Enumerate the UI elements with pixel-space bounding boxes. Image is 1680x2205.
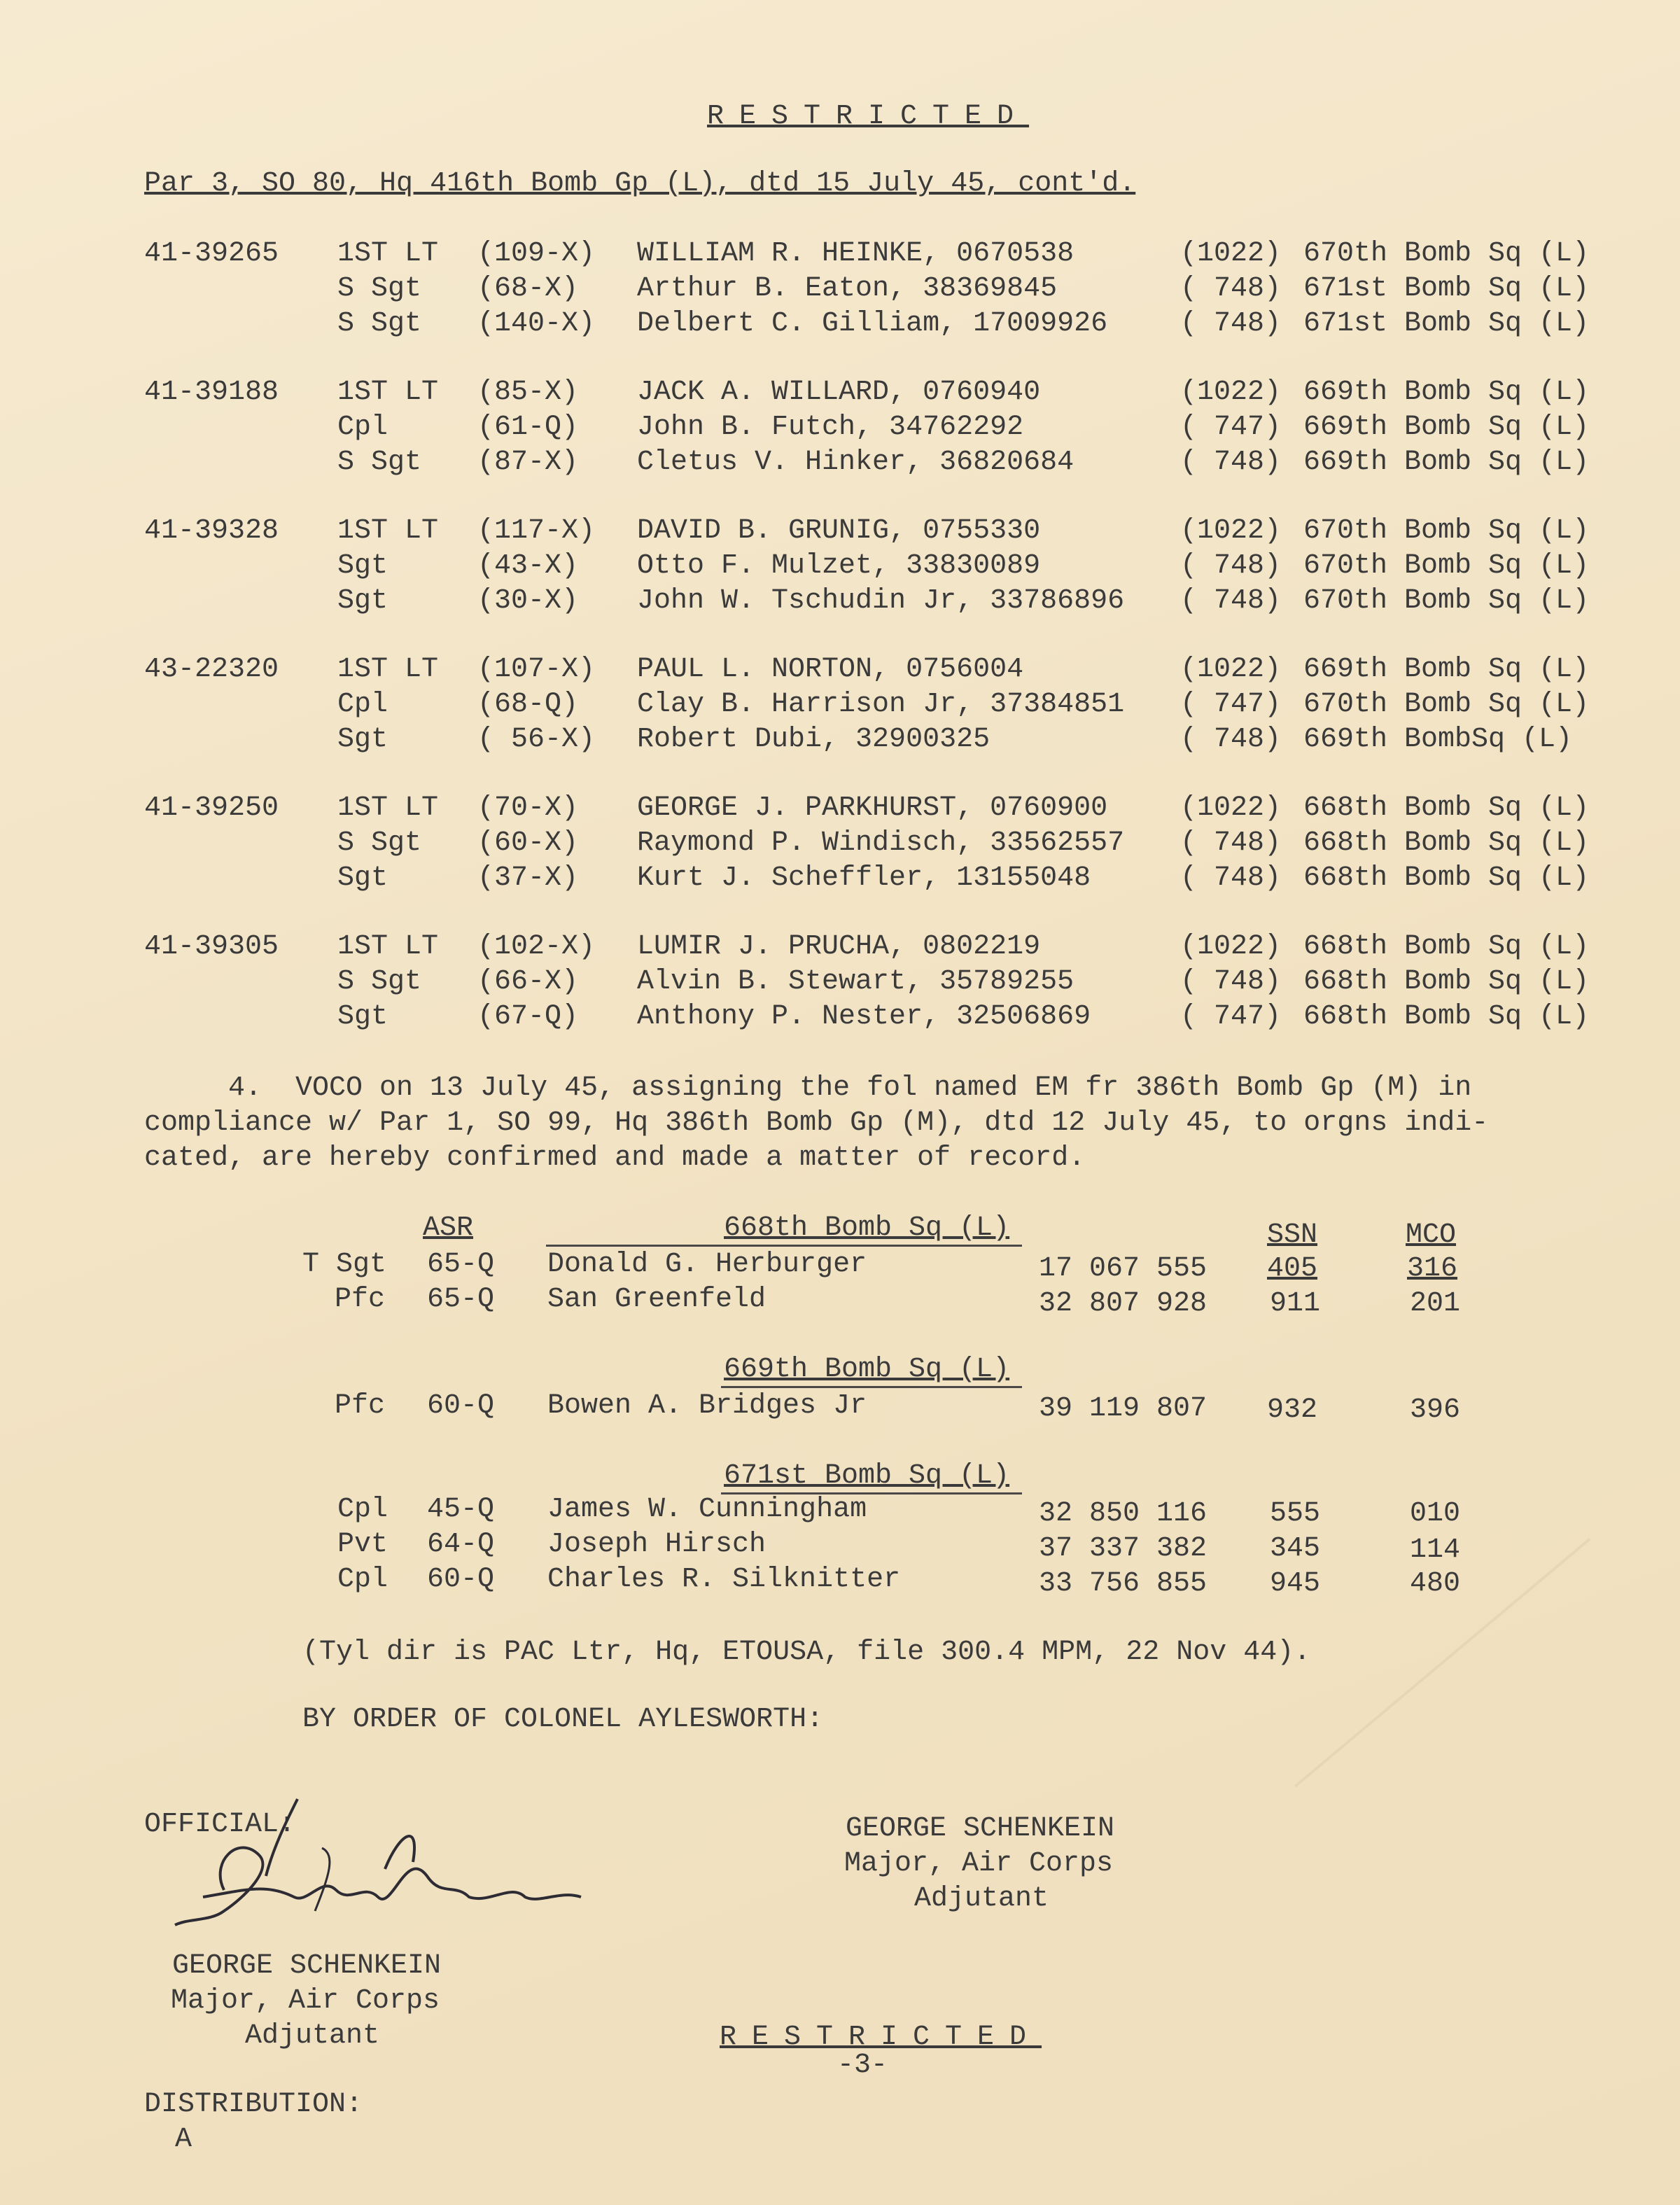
unit: 669th Bomb Sq (L)	[1303, 377, 1590, 408]
enlisted-name: San Greenfeld	[547, 1284, 766, 1315]
member-name: Robert Dubi, 32900325	[637, 724, 990, 755]
mos: ( 748)	[1180, 862, 1282, 894]
code: (68-X)	[477, 273, 579, 304]
reference-line: Par 3, SO 80, Hq 416th Bomb Gp (L), dtd 15 July 45, cont'd.	[144, 168, 1136, 200]
mos: ( 748)	[1180, 827, 1282, 859]
member-name: Arthur B. Eaton, 38369845	[637, 273, 1058, 304]
code: (107-X)	[477, 654, 596, 685]
signer-name: GEORGE SCHENKEIN	[846, 1813, 1115, 1844]
squadron-heading: 671st Bomb Sq (L)	[724, 1460, 1010, 1492]
official-name: GEORGE SCHENKEIN	[172, 1950, 442, 1982]
signer-rank: Major, Air Corps	[844, 1848, 1114, 1879]
squadron-rule	[721, 1386, 1022, 1388]
grade: S Sgt	[337, 827, 422, 859]
mos: ( 747)	[1180, 412, 1282, 443]
squadron-heading: 668th Bomb Sq (L)	[724, 1212, 1010, 1244]
enlisted-name: Joseph Hirsch	[547, 1529, 766, 1560]
code: (66-X)	[477, 966, 579, 997]
code: (30-X)	[477, 585, 579, 617]
unit: 670th Bomb Sq (L)	[1303, 515, 1590, 547]
asr: 60-Q	[427, 1564, 495, 1595]
grade: 1ST LT	[337, 515, 439, 547]
member-name: PAUL L. NORTON, 0756004	[637, 654, 1024, 685]
serial-number: 33 756 855	[1039, 1568, 1208, 1600]
official-title: Adjutant	[245, 2020, 380, 2052]
member-name: Alvin B. Stewart, 35789255	[637, 966, 1074, 997]
ssn: 945	[1270, 1568, 1321, 1600]
code: (109-X)	[477, 238, 596, 270]
mos: ( 748)	[1180, 724, 1282, 755]
aircraft-number: 41-39328	[144, 515, 279, 547]
unit: 669th Bomb Sq (L)	[1303, 447, 1590, 478]
member-name: Otto F. Mulzet, 33830089	[637, 550, 1041, 582]
grade: 1ST LT	[337, 931, 439, 962]
enlisted-name: Charles R. Silknitter	[547, 1564, 901, 1595]
grade: 1ST LT	[337, 377, 439, 408]
column-header-mco: MCO	[1406, 1219, 1457, 1251]
grade: S Sgt	[337, 966, 422, 997]
mos: ( 748)	[1180, 447, 1282, 478]
member-name: DAVID B. GRUNIG, 0755330	[637, 515, 1041, 547]
grade: 1ST LT	[337, 654, 439, 685]
grade: Cpl	[337, 412, 388, 443]
enlisted-name: Donald G. Herburger	[547, 1249, 867, 1280]
code: (61-Q)	[477, 412, 579, 443]
grade: 1ST LT	[337, 792, 439, 824]
grade: Cpl	[337, 1494, 388, 1525]
grade: S Sgt	[337, 308, 422, 340]
member-name: Delbert C. Gilliam, 17009926	[637, 308, 1108, 340]
serial-number: 37 337 382	[1039, 1533, 1208, 1564]
member-name: Kurt J. Scheffler, 13155048	[637, 862, 1091, 894]
unit: 669th Bomb Sq (L)	[1303, 412, 1590, 443]
mos: (1022)	[1180, 515, 1282, 547]
grade: Cpl	[337, 689, 388, 720]
squadron-rule	[546, 1245, 1022, 1247]
unit: 671st Bomb Sq (L)	[1303, 273, 1590, 304]
grade: Sgt	[337, 862, 388, 894]
handwritten-signature	[161, 1792, 595, 1932]
unit: 671st Bomb Sq (L)	[1303, 308, 1590, 340]
member-name: LUMIR J. PRUCHA, 0802219	[637, 931, 1041, 962]
ssn: 345	[1270, 1533, 1321, 1564]
mos: ( 748)	[1180, 550, 1282, 582]
code: (85-X)	[477, 377, 579, 408]
member-name: GEORGE J. PARKHURST, 0760900	[637, 792, 1108, 824]
unit: 669th BombSq (L)	[1303, 724, 1573, 755]
aircraft-number: 41-39188	[144, 377, 279, 408]
paragraph-line: 4. VOCO on 13 July 45, assigning the fol named EM fr 386th Bomb Gp (M) in	[228, 1072, 1472, 1104]
enlisted-name: James W. Cunningham	[547, 1494, 867, 1525]
page-number: -3-	[837, 2050, 888, 2081]
grade: Pvt	[337, 1529, 388, 1560]
mos: ( 748)	[1180, 966, 1282, 997]
mos: ( 748)	[1180, 273, 1282, 304]
grade: 1ST LT	[337, 238, 439, 270]
ssn: 911	[1270, 1288, 1321, 1320]
ssn: 405	[1267, 1253, 1318, 1284]
grade: Pfc	[335, 1284, 386, 1315]
serial-number: 17 067 555	[1039, 1253, 1208, 1284]
serial-number: 32 850 116	[1039, 1498, 1208, 1530]
member-name: Anthony P. Nester, 32506869	[637, 1001, 1091, 1032]
code: (102-X)	[477, 931, 596, 962]
classification-top: RESTRICTED	[707, 101, 1030, 132]
mos: (1022)	[1180, 931, 1282, 962]
mos: ( 748)	[1180, 585, 1282, 617]
official-rank: Major, Air Corps	[171, 1985, 440, 2017]
grade: Sgt	[337, 724, 388, 755]
by-order-line: BY ORDER OF COLONEL AYLESWORTH:	[302, 1704, 824, 1735]
member-name: Cletus V. Hinker, 36820684	[637, 447, 1074, 478]
column-header-asr: ASR	[423, 1212, 474, 1244]
grade: T Sgt	[302, 1249, 387, 1280]
unit: 670th Bomb Sq (L)	[1303, 550, 1590, 582]
asr: 60-Q	[427, 1390, 495, 1422]
unit: 668th Bomb Sq (L)	[1303, 966, 1590, 997]
aircraft-number: 41-39265	[144, 238, 279, 270]
grade: Sgt	[337, 550, 388, 582]
member-name: John W. Tschudin Jr, 33786896	[637, 585, 1125, 617]
grade: Sgt	[337, 585, 388, 617]
distribution-value: A	[175, 2124, 192, 2155]
serial-number: 32 807 928	[1039, 1288, 1208, 1320]
grade: Sgt	[337, 1001, 388, 1032]
grade: S Sgt	[337, 273, 422, 304]
mos: (1022)	[1180, 792, 1282, 824]
official-label: OFFICIAL:	[144, 1809, 296, 1840]
code: (140-X)	[477, 308, 596, 340]
unit: 668th Bomb Sq (L)	[1303, 1001, 1590, 1032]
member-name: WILLIAM R. HEINKE, 0670538	[637, 238, 1074, 270]
member-name: John B. Futch, 34762292	[637, 412, 1024, 443]
code: (37-X)	[477, 862, 579, 894]
unit: 668th Bomb Sq (L)	[1303, 862, 1590, 894]
signer-title: Adjutant	[914, 1883, 1049, 1914]
aircraft-number: 41-39250	[144, 792, 279, 824]
member-name: Clay B. Harrison Jr, 37384851	[637, 689, 1125, 720]
code: ( 56-X)	[477, 724, 596, 755]
member-name: JACK A. WILLARD, 0760940	[637, 377, 1041, 408]
grade: Cpl	[337, 1564, 388, 1595]
squadron-heading: 669th Bomb Sq (L)	[724, 1354, 1010, 1385]
grade: Pfc	[335, 1390, 386, 1422]
classification-bottom: RESTRICTED	[720, 2022, 1042, 2053]
unit: 668th Bomb Sq (L)	[1303, 827, 1590, 859]
ssn: 932	[1267, 1394, 1318, 1426]
unit: 670th Bomb Sq (L)	[1303, 238, 1590, 270]
code: (117-X)	[477, 515, 596, 547]
code: (43-X)	[477, 550, 579, 582]
unit: 670th Bomb Sq (L)	[1303, 689, 1590, 720]
mco: 010	[1410, 1498, 1461, 1530]
grade: S Sgt	[337, 447, 422, 478]
asr: 64-Q	[427, 1529, 495, 1560]
ssn: 555	[1270, 1498, 1321, 1530]
paragraph-line: compliance w/ Par 1, SO 99, Hq 386th Bomb Gp (M), dtd 12 July 45, to orgns indi-	[144, 1107, 1489, 1139]
asr: 45-Q	[427, 1494, 495, 1525]
mos: ( 747)	[1180, 1001, 1282, 1032]
distribution-label: DISTRIBUTION:	[144, 2089, 363, 2120]
code: (60-X)	[477, 827, 579, 859]
code: (70-X)	[477, 792, 579, 824]
serial-number: 39 119 807	[1039, 1393, 1208, 1424]
unit: 669th Bomb Sq (L)	[1303, 654, 1590, 685]
mco: 480	[1410, 1568, 1461, 1600]
paragraph-line: cated, are hereby confirmed and made a matter of record.	[144, 1142, 1086, 1174]
mos: (1022)	[1180, 238, 1282, 270]
authority-note: (Tyl dir is PAC Ltr, Hq, ETOUSA, file 300.4 MPM, 22 Nov 44).	[302, 1637, 1311, 1668]
member-name: Raymond P. Windisch, 33562557	[637, 827, 1125, 859]
unit: 668th Bomb Sq (L)	[1303, 792, 1590, 824]
column-header-ssn: SSN	[1267, 1219, 1318, 1251]
mco: 316	[1407, 1253, 1458, 1284]
asr: 65-Q	[427, 1249, 495, 1280]
code: (67-Q)	[477, 1001, 579, 1032]
mco: 114	[1410, 1534, 1461, 1566]
mco: 201	[1410, 1288, 1461, 1320]
aircraft-number: 41-39305	[144, 931, 279, 962]
unit: 670th Bomb Sq (L)	[1303, 585, 1590, 617]
code: (68-Q)	[477, 689, 579, 720]
mos: (1022)	[1180, 377, 1282, 408]
enlisted-name: Bowen A. Bridges Jr	[547, 1390, 867, 1422]
asr: 65-Q	[427, 1284, 495, 1315]
code: (87-X)	[477, 447, 579, 478]
unit: 668th Bomb Sq (L)	[1303, 931, 1590, 962]
mos: ( 747)	[1180, 689, 1282, 720]
mos: ( 748)	[1180, 308, 1282, 340]
mos: (1022)	[1180, 654, 1282, 685]
mco: 396	[1410, 1394, 1461, 1426]
aircraft-number: 43-22320	[144, 654, 279, 685]
